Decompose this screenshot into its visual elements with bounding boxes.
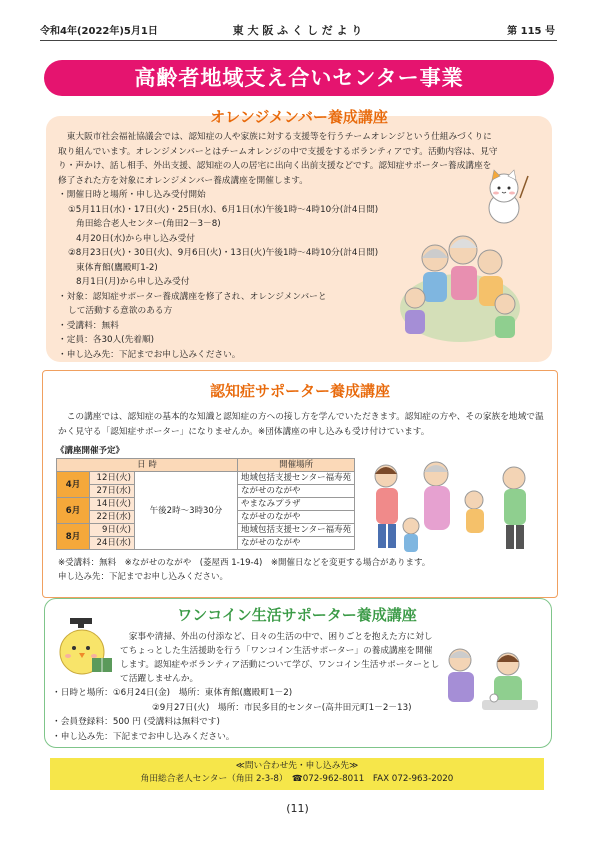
orange-intro: 東大阪市社会福祉協議会では、認知症の人や家族に対する支援等を行うチームオレンジという仕組みづくりに取り組んでいます。オレンジメンバーとはチームオレンジの中で支援をするボランティアです。活動内容は、見守り・声かけ、話し相手、外出支援、認知症の人の居宅に出向く出前支援などです。認知症サポーター養成講座を修了された方を対象にオレンジメンバー養成講座を開催します。	[58, 132, 498, 186]
supporter-section-title: 認知症サポーター養成講座	[170, 380, 430, 401]
month-cell: 8月	[57, 524, 90, 550]
column-header-place: 開催場所	[238, 459, 355, 472]
supporter-apply: 申し込み先：下記までお申し込みください。	[58, 572, 229, 582]
issue-number: 第 115 号	[507, 26, 555, 37]
day-cell: 12日(火)	[90, 472, 135, 485]
time-cell: 午後2時～3時30分	[135, 472, 238, 550]
place-cell: 地域包括支援センター福寿苑	[238, 472, 355, 485]
contact-box	[50, 758, 544, 790]
place-cell: ながせのながや	[238, 511, 355, 524]
orange-line: 東体育館(鷹殿町1-2)	[76, 262, 158, 273]
onecoin-details	[52, 686, 452, 744]
orange-line: ②8月23日(火)・30日(火)、9月6日(火)・13日(火)午後1時～4時10分(計4日間)	[68, 248, 379, 258]
place-cell: やまなみプラザ	[238, 498, 355, 511]
day-cell: 27日(水)	[90, 485, 135, 498]
table-header-row	[57, 459, 355, 472]
place-cell: ながせのながや	[238, 485, 355, 498]
orange-line: ・申し込み先：下記までお申し込みください。	[58, 349, 241, 360]
supporter-note: ※受講料：無料 ※ながせのながや (菱屋西 1-19-4) ※開催日などを変更する場合があります。	[58, 558, 431, 568]
column-header-date: 日 時	[57, 459, 238, 472]
month-cell: 4月	[57, 472, 90, 498]
orange-line: ・開催日時と場所・申し込み受付開始	[58, 190, 206, 200]
place-cell: ながせのながや	[238, 537, 355, 550]
orange-line: 角田総合老人センター(角田2－3－8)	[76, 219, 221, 229]
onecoin-section-title: ワンコイン生活サポーター養成講座	[177, 606, 417, 624]
onecoin-line: ・会員登録料：500 円 (受講料は無料です)	[52, 717, 220, 727]
page-title: 高齢者地域支え合いセンター事業	[44, 60, 554, 96]
day-cell: 9日(火)	[90, 524, 135, 537]
seniors-group-illustration	[395, 228, 525, 346]
schedule-label: 《講座開催予定》	[56, 446, 125, 456]
family-illustration	[356, 456, 546, 556]
onecoin-intro: 家事や清掃、外出の付添など、日々の生活の中で、困りごとを抱えた方に対してちょっとした生活援助を行う「ワンコイン生活サポーター」の養成講座を開催します。認知症やボランティア活動について学び、ワンコイン生活サポーターとして活躍しませんか。	[120, 632, 440, 684]
cat-illustration	[484, 168, 530, 226]
chick-teacher-illustration	[56, 618, 118, 678]
day-cell: 24日(水)	[90, 537, 135, 550]
orange-line: ・定員：各30人(先着順)	[58, 335, 155, 345]
orange-line: ①5月11日(水)・17日(火)・25日(水)、6月1日(水)午後1時～4時10分(計4日間)	[68, 204, 379, 215]
supporter-footnotes	[58, 556, 538, 584]
orange-section-title: オレンジメンバー養成講座	[210, 108, 388, 126]
place-cell: 地域包括支援センター福寿苑	[238, 524, 355, 537]
day-cell: 22日(水)	[90, 511, 135, 524]
onecoin-body	[120, 630, 440, 686]
orange-line: して活動する意欲のある方	[68, 306, 173, 316]
issue-date: 令和4年(2022年)5月1日	[40, 26, 158, 37]
orange-line: ・受講料：無料	[58, 320, 119, 331]
orange-line: 8月1日(月)から申し込み受付	[76, 277, 190, 287]
newsletter-name: 東 大 阪 ふ く し だ よ り	[232, 24, 363, 37]
contact-detail: 角田総合老人センター（角田 2-3-8） ☎072-962-8011 FAX 072-963-2020	[140, 774, 454, 784]
table-row	[57, 472, 355, 485]
schedule-table	[56, 458, 355, 550]
onecoin-line: ・日時と場所：①6月24日(金) 場所：東体育館(鷹殿町1－2)	[52, 688, 293, 698]
header-rule	[40, 40, 557, 41]
orange-line: 4月20日(水)から申し込み受付	[76, 233, 195, 244]
onecoin-line: ②9月27日(火) 場所：市民多目的センター(高井田元町1－2－13)	[152, 702, 412, 713]
supporter-intro: この講座では、認知症の基本的な知識と認知症の方への接し方を学んでいただきます。認知症の方や、その家族を地域で温かく見守る「認知症サポーター」になりませんか。※団体講座の申し込みも受け付けています。	[58, 412, 544, 437]
orange-line: ・対象：認知症サポーター養成講座を修了され、オレンジメンバーと	[58, 291, 327, 302]
page-number: (11)	[286, 802, 309, 815]
onecoin-line: ・申し込み先：下記までお申し込みください。	[52, 731, 235, 742]
contact-heading: ≪問い合わせ先・申し込み先≫	[235, 761, 359, 771]
day-cell: 14日(火)	[90, 498, 135, 511]
month-cell: 6月	[57, 498, 90, 524]
